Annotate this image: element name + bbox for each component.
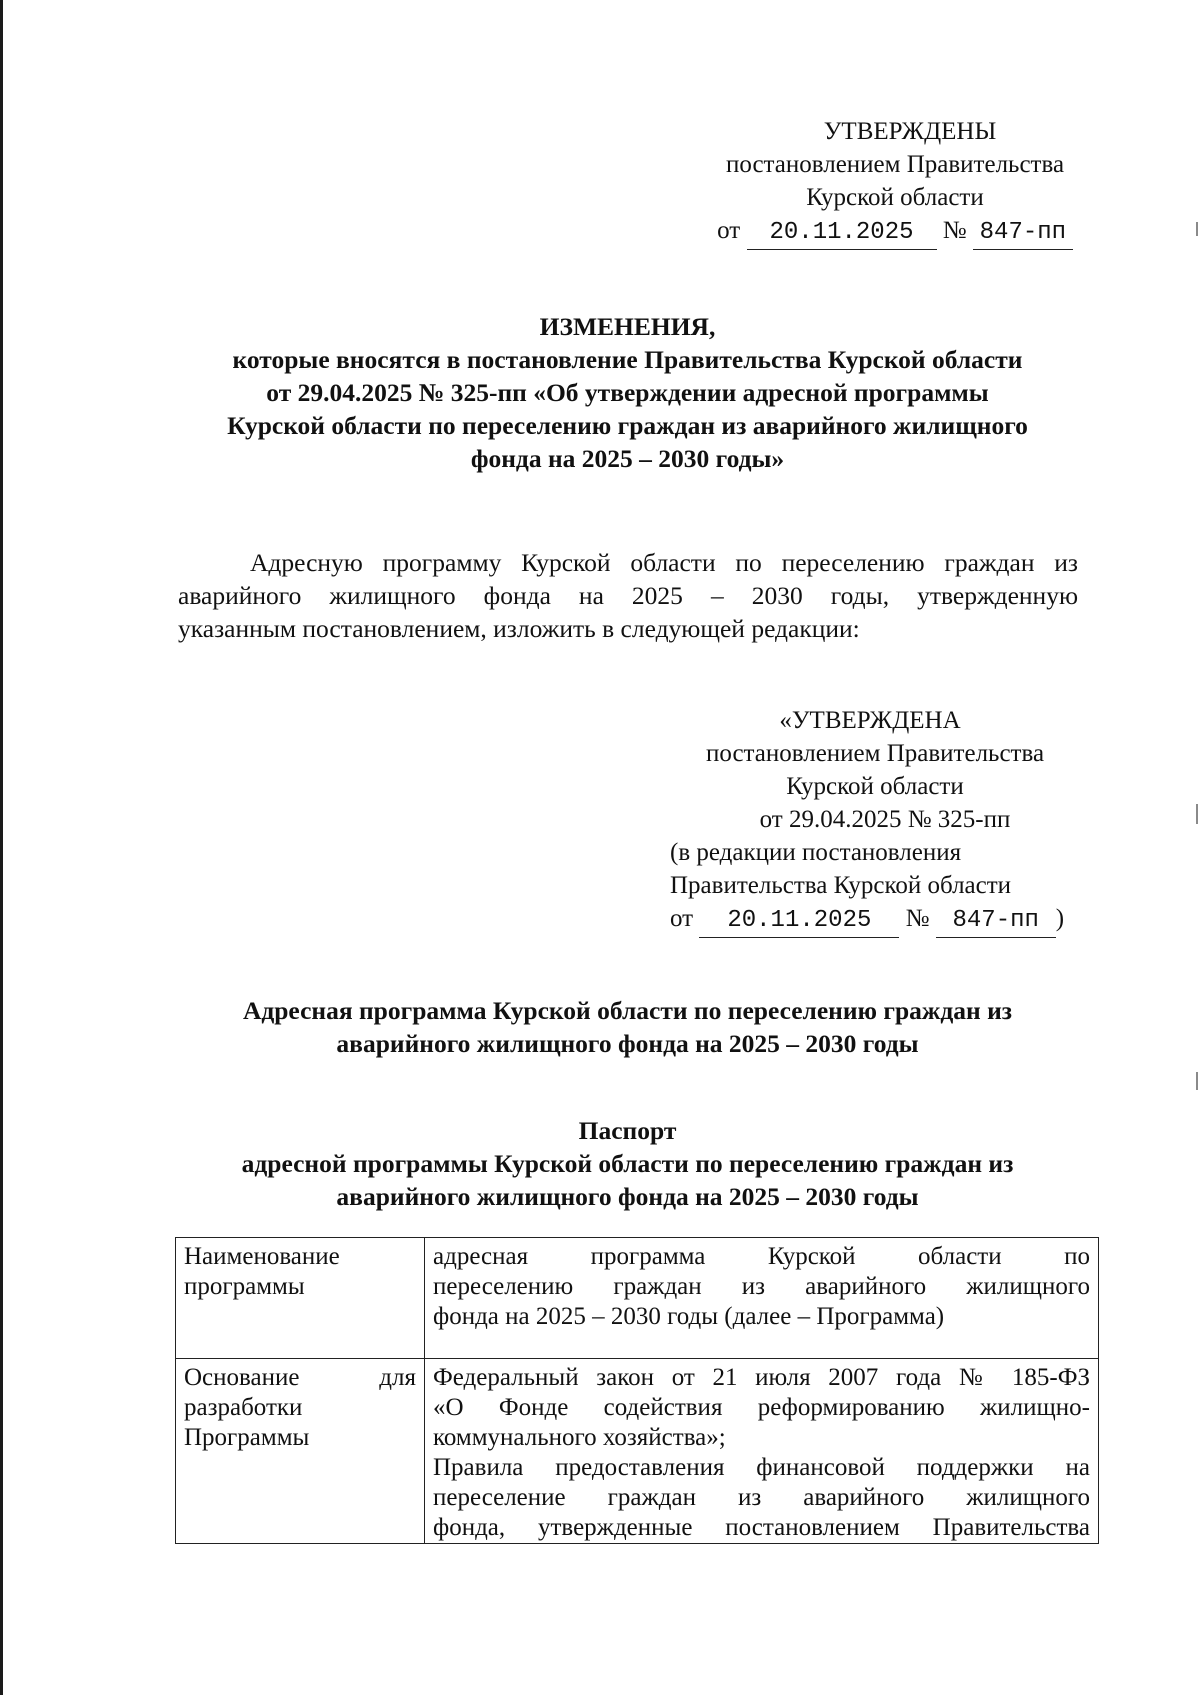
passport-title-line1: Паспорт — [578, 1116, 677, 1145]
document-title — [0, 310, 1200, 475]
title-line4: Курской области по переселению граждан из аварийного жилищного — [227, 411, 1028, 440]
approval2-heading: «УТВЕРЖДЕНА — [779, 707, 961, 734]
intro-paragraph — [178, 546, 1078, 645]
value-line: фонда на 2025 – 2030 годы (далее – Программа) — [433, 1303, 945, 1330]
row-label — [176, 1359, 425, 1544]
program-title — [0, 994, 1200, 1060]
title-line1: ИЗМЕНЕНИЯ, — [539, 312, 716, 341]
label-line: программы — [184, 1273, 305, 1300]
approval-date: 20.11.2025 — [747, 216, 937, 250]
approval-from-label: от — [717, 217, 741, 244]
approval-heading: УТВЕРЖДЕНЫ — [823, 118, 997, 145]
scan-edge-left — [0, 0, 3, 1695]
row-value — [425, 1238, 1099, 1359]
row-value — [425, 1359, 1099, 1544]
scan-edge-mark — [1196, 222, 1198, 236]
approval2-line2: Курской области — [786, 773, 964, 800]
title-line5: фонда на 2025 – 2030 годы» — [470, 444, 785, 473]
label-line: Программы — [184, 1424, 310, 1451]
row-label — [176, 1238, 425, 1359]
approval2-date: 20.11.2025 — [699, 904, 899, 938]
passport-table — [175, 1237, 1099, 1544]
approval2-from-label: от — [670, 905, 694, 932]
program-title-line1: Адресная программа Курской области по переселению граждан из — [242, 996, 1013, 1025]
value-line: «О Фонде содействия реформированию жилищно- — [433, 1394, 1090, 1421]
approval2-line5: Правительства Курской области — [670, 872, 1012, 899]
intro-line3: указанным постановлением, изложить в следующей редакции: — [178, 614, 860, 643]
passport-title-line3: аварийного жилищного фонда на 2025 – 2030 годы — [336, 1182, 919, 1211]
value-line: адресная программа Курской области по — [433, 1243, 1090, 1270]
approval2-line4: (в редакции постановления — [670, 839, 962, 866]
approval-number-label: № — [942, 217, 967, 244]
approval2-line3: от 29.04.2025 № 325-пп — [759, 806, 1011, 833]
approval2-number-label: № — [905, 905, 930, 932]
value-line: Федеральный закон от 21 июля 2007 года № 185-ФЗ — [433, 1364, 1090, 1391]
approval-date-line — [680, 214, 1110, 250]
approval2-close: ) — [1055, 905, 1065, 932]
intro-line2: аварийного жилищного фонда на 2025 – 2030 годы, утвержденную — [178, 581, 1078, 610]
value-line: Правила предоставления финансовой поддержки на — [433, 1454, 1090, 1481]
approval-block — [680, 115, 1110, 250]
value-line: переселение граждан из аварийного жилищного — [433, 1484, 1090, 1511]
table-row — [176, 1359, 1099, 1544]
table-row — [176, 1238, 1099, 1359]
passport-title-line2: адресной программы Курской области по переселению граждан из — [241, 1149, 1014, 1178]
title-line2: которые вносятся в постановление Правительства Курской области — [232, 345, 1023, 374]
intro-line1: Адресную программу Курской области по переселению граждан из — [250, 548, 1078, 577]
passport-title — [0, 1114, 1200, 1213]
approval-line2: Курской области — [806, 184, 984, 211]
approval-number: 847-пп — [973, 216, 1073, 250]
label-line: разработки — [184, 1394, 303, 1421]
title-line3: от 29.04.2025 № 325-пп «Об утверждении адресной программы — [266, 378, 989, 407]
approval2-date-line — [660, 902, 1090, 938]
scan-edge-mark — [1196, 1072, 1198, 1090]
label-line: Наименование — [184, 1243, 340, 1270]
approval2-line1: постановлением Правительства — [705, 740, 1045, 767]
value-line: коммунального хозяйства»; — [433, 1424, 726, 1451]
approval2-number: 847-пп — [936, 904, 1056, 938]
approval2-block — [660, 704, 1090, 938]
value-line: переселению граждан из аварийного жилищного — [433, 1273, 1090, 1300]
program-title-line2: аварийного жилищного фонда на 2025 – 2030 годы — [336, 1029, 919, 1058]
value-line: фонда, утвержденные постановлением Правительства — [433, 1514, 1090, 1541]
label-line: Основание для — [184, 1364, 416, 1391]
scan-edge-mark — [1196, 804, 1198, 824]
approval-line1: постановлением Правительства — [725, 151, 1065, 178]
